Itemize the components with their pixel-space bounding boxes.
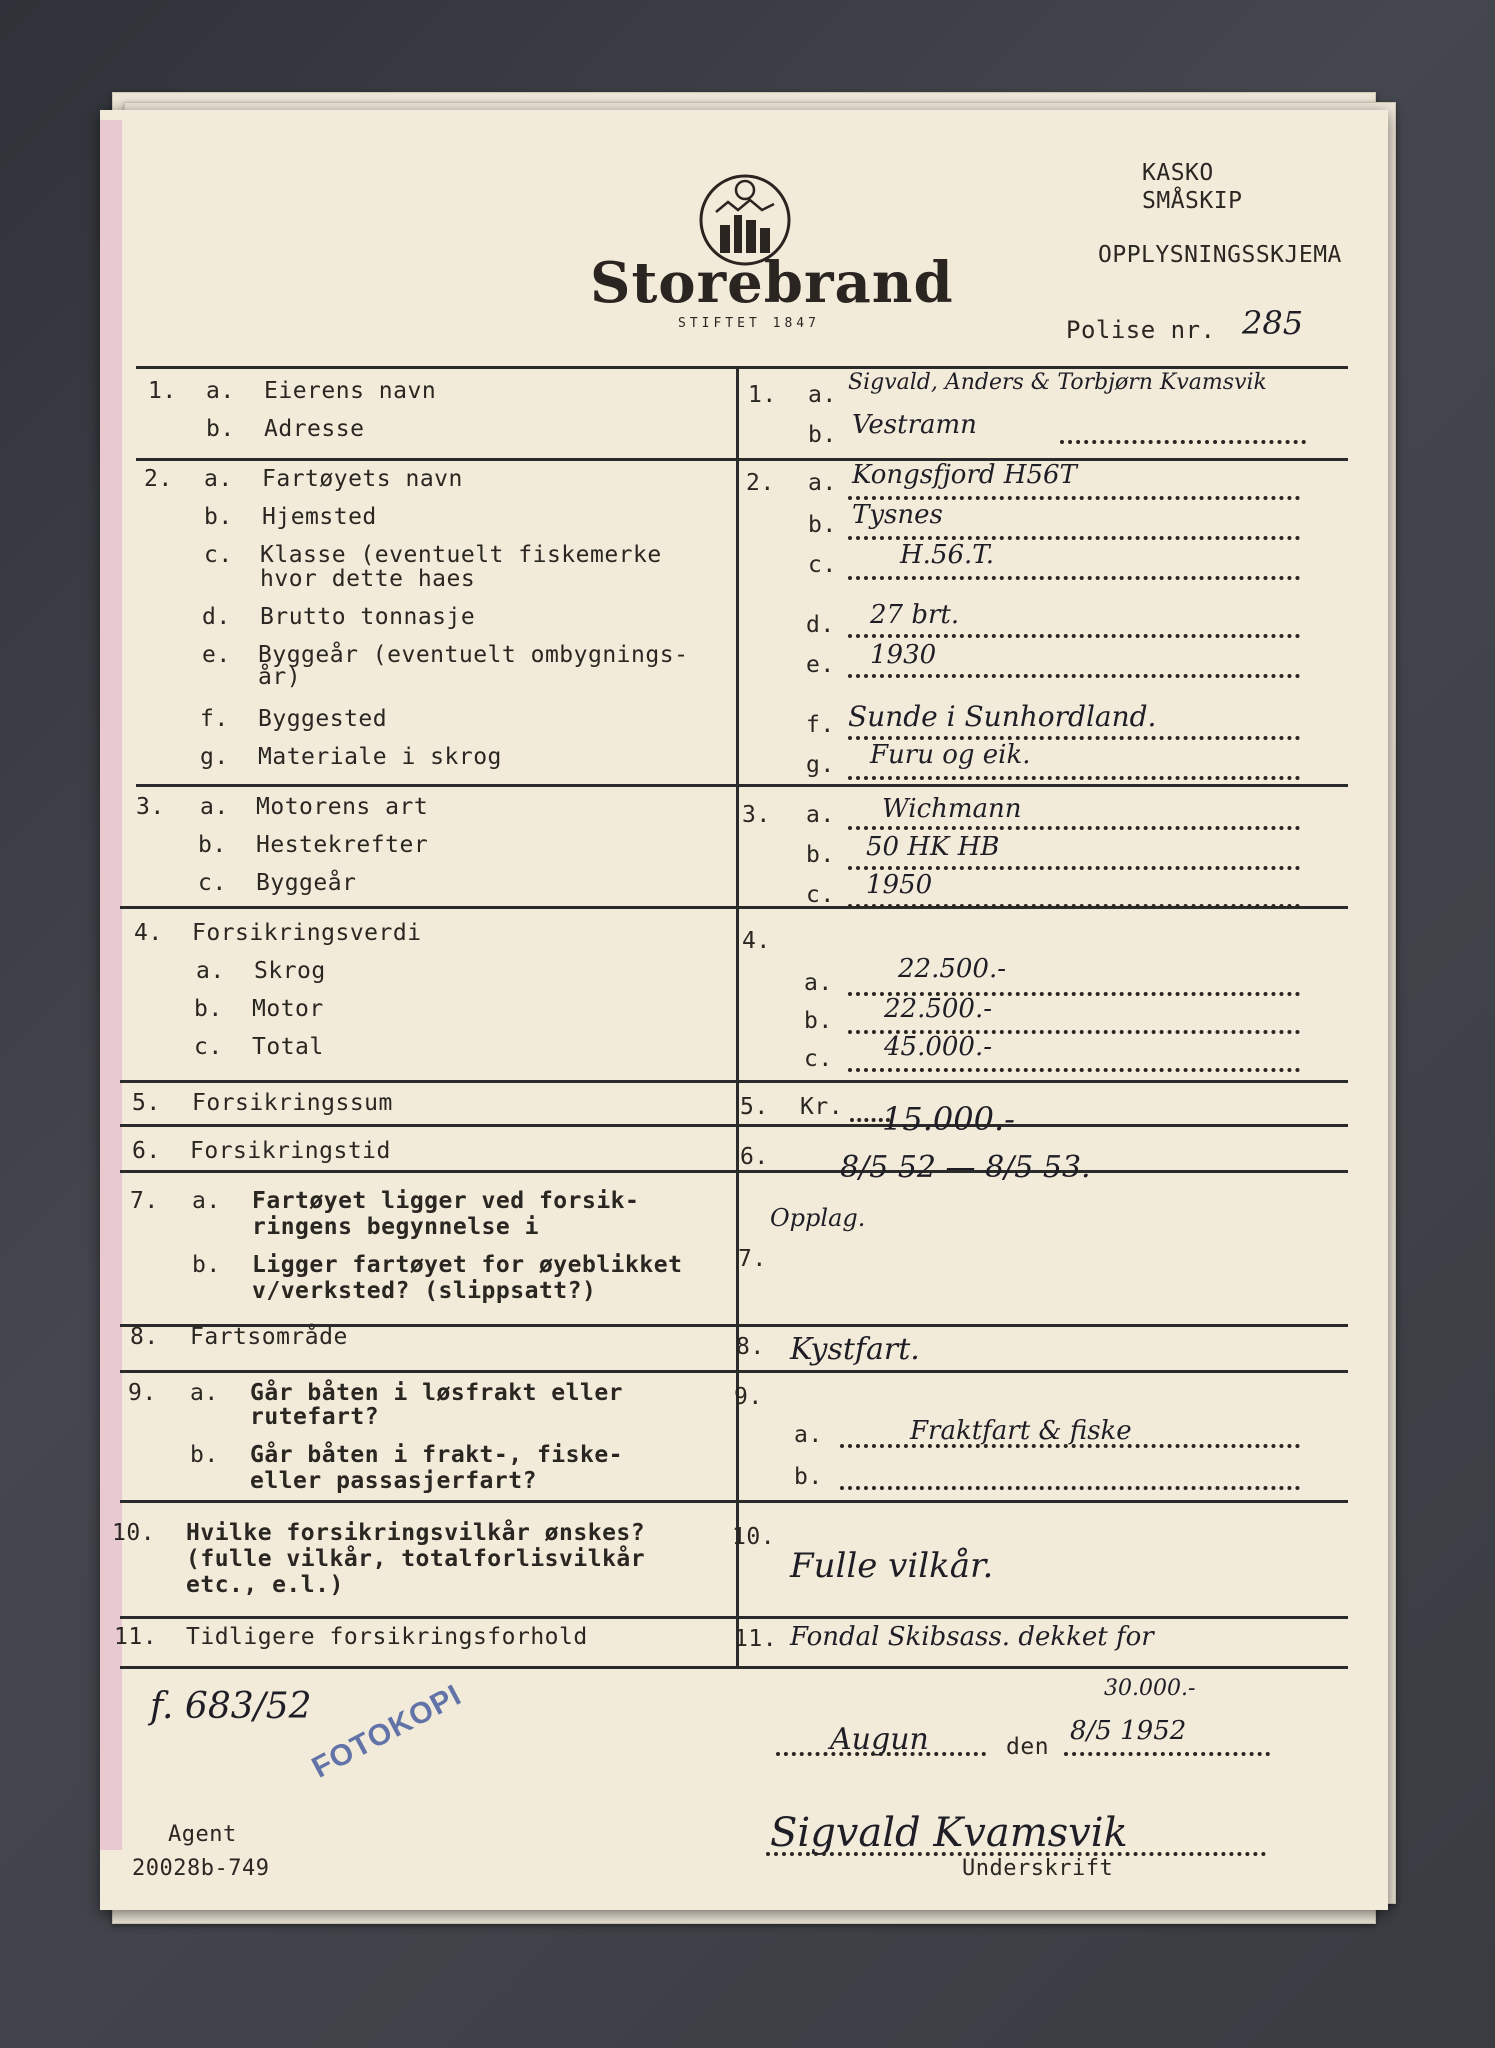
signature-label: Underskrift — [962, 1856, 1114, 1881]
q2-f-label: Byggested — [258, 706, 388, 732]
r9-a-answer: Fraktfart & fiske — [910, 1416, 1132, 1446]
table-top-line — [136, 366, 1348, 369]
table-divider — [736, 368, 739, 1668]
r3-c-letter: c. — [806, 882, 835, 908]
policy-number-label: Polise nr. — [1066, 316, 1216, 344]
q7-b-letter: b. — [192, 1252, 221, 1278]
r4-b-letter: b. — [804, 1008, 833, 1034]
q9-b-label-1: Går båten i frakt-, fiske- — [250, 1442, 624, 1468]
r9-a-letter: a. — [794, 1422, 823, 1448]
q11-title: Tidligere forsikringsforhold — [186, 1624, 588, 1650]
row-line-11 — [120, 1666, 1348, 1669]
q5-title: Forsikringssum — [192, 1090, 393, 1116]
q7-b-label-2: v/verksted? (slippsatt?) — [252, 1278, 597, 1304]
r1-a-answer: Sigvald, Anders & Torbjørn Kvamsvik — [848, 370, 1267, 395]
q1-b-label: Adresse — [264, 416, 365, 442]
q11-number: 11. — [114, 1624, 158, 1650]
q4-c-letter: c. — [194, 1034, 223, 1060]
q2-e-label-1: Byggeår (eventuelt ombygnings- — [258, 642, 689, 668]
q7-a-letter: a. — [192, 1188, 221, 1214]
r2-number: 2. — [746, 470, 775, 496]
q1-a-label: Eierens navn — [264, 378, 437, 404]
r3-c-answer: 1950 — [866, 870, 933, 900]
row-line-4 — [120, 1080, 1348, 1083]
r3-c-dotline — [848, 904, 1300, 908]
q9-b-label-2: eller passasjerfart? — [250, 1468, 537, 1494]
q3-b-label: Hestekrefter — [256, 832, 429, 858]
q2-a-letter: a. — [204, 466, 233, 492]
q2-e-label-2: år) — [258, 664, 302, 690]
agent-label: Agent — [168, 1822, 237, 1847]
reference-note: f. 683/52 — [150, 1686, 312, 1727]
r3-b-letter: b. — [806, 842, 835, 868]
r4-c-letter: c. — [804, 1046, 833, 1072]
r3-a-answer: Wichmann — [882, 794, 1022, 824]
r2-f-answer: Sunde i Sunhordland. — [848, 700, 1157, 733]
r4-a-answer: 22.500.- — [898, 954, 1007, 984]
r4-c-dotline — [848, 1068, 1300, 1072]
fotokopi-stamp: FOTOKOPI — [306, 1678, 468, 1785]
q9-a-label-2: rutefart? — [250, 1404, 380, 1430]
r9-number: 9. — [734, 1384, 763, 1410]
r3-a-letter: a. — [806, 802, 835, 828]
q7-b-label-1: Ligger fartøyet for øyeblikket — [252, 1252, 683, 1278]
q10-label-1: Hvilke forsikringsvilkår ønskes? — [186, 1520, 646, 1546]
row-line-1 — [136, 458, 1348, 461]
r4-b-answer: 22.500.- — [884, 994, 993, 1024]
den-label: den — [1006, 1734, 1050, 1760]
r1-b-dotline — [1060, 440, 1306, 444]
form-code: 20028b-749 — [132, 1856, 270, 1881]
q8-number: 8. — [130, 1324, 159, 1350]
r5-answer: 15.000.- — [882, 1100, 1015, 1138]
r5-dotline — [850, 1118, 890, 1122]
q4-c-label: Total — [252, 1034, 324, 1060]
row-line-2 — [136, 784, 1348, 787]
r2-c-letter: c. — [808, 552, 837, 578]
r1-a-letter: a. — [808, 382, 837, 408]
q2-number: 2. — [144, 466, 173, 492]
q1-b-letter: b. — [206, 416, 235, 442]
q2-c-letter: c. — [204, 542, 233, 568]
q2-d-label: Brutto tonnasje — [260, 604, 476, 630]
date-answer: 8/5 1952 — [1070, 1716, 1187, 1746]
q4-a-letter: a. — [196, 958, 225, 984]
r4-a-letter: a. — [804, 970, 833, 996]
q2-g-letter: g. — [200, 744, 229, 770]
q2-f-letter: f. — [200, 706, 229, 732]
r2-d-answer: 27 brt. — [870, 600, 960, 630]
r2-e-letter: e. — [806, 652, 835, 678]
q2-a-label: Fartøyets navn — [262, 466, 463, 492]
q2-c-label-2: hvor dette haes — [260, 566, 476, 592]
row-line-10 — [120, 1616, 1348, 1619]
r2-g-dotline — [848, 776, 1300, 780]
company-logo-text: Storebrand — [590, 250, 954, 316]
q4-title: Forsikringsverdi — [192, 920, 422, 946]
q3-number: 3. — [136, 794, 165, 820]
r7-answer: Opplag. — [770, 1204, 866, 1232]
r9-b-dotline — [840, 1486, 1300, 1490]
q2-c-label-1: Klasse (eventuelt fiskemerke — [260, 542, 662, 568]
r2-c-answer: H.56.T. — [900, 540, 995, 570]
q7-number: 7. — [130, 1188, 159, 1214]
q1-number: 1. — [148, 378, 177, 404]
r11-number: 11. — [734, 1626, 778, 1652]
pink-edge-strip — [100, 120, 122, 1850]
kasko-label: KASKO — [1142, 160, 1214, 186]
r8-number: 8. — [736, 1334, 765, 1360]
place-answer: Augun — [830, 1722, 929, 1757]
q9-b-letter: b. — [190, 1442, 219, 1468]
r7-number: 7. — [738, 1246, 767, 1272]
r1-b-answer: Vestramn — [852, 410, 977, 440]
r2-c-dotline — [848, 576, 1300, 580]
q6-title: Forsikringstid — [190, 1138, 391, 1164]
r6-number: 6. — [740, 1144, 769, 1170]
r2-e-answer: 1930 — [870, 640, 937, 670]
row-line-9 — [120, 1500, 1348, 1503]
date-dotline — [1064, 1752, 1270, 1756]
r3-a-dotline — [848, 826, 1300, 830]
q9-a-letter: a. — [190, 1380, 219, 1406]
smaskip-label: SMÅSKIP — [1142, 188, 1243, 214]
q3-a-label: Motorens art — [256, 794, 429, 820]
q3-b-letter: b. — [198, 832, 227, 858]
q2-d-letter: d. — [202, 604, 231, 630]
q4-a-label: Skrog — [254, 958, 326, 984]
q3-c-label: Byggeår — [256, 870, 357, 896]
q2-b-letter: b. — [204, 504, 233, 530]
q10-label-3: etc., e.l.) — [186, 1572, 344, 1598]
r1-number: 1. — [748, 382, 777, 408]
r6-answer: 8/5 52 — 8/5 53. — [840, 1150, 1091, 1185]
r2-g-answer: Furu og eik. — [870, 740, 1031, 770]
r11-amount: 30.000.- — [1104, 1676, 1196, 1701]
r8-answer: Kystfart. — [790, 1332, 920, 1367]
q10-number: 10. — [112, 1520, 156, 1546]
q3-c-letter: c. — [198, 870, 227, 896]
r2-b-answer: Tysnes — [852, 500, 943, 530]
r10-number: 10. — [732, 1524, 776, 1550]
form-title: OPPLYSNINGSSKJEMA — [1098, 242, 1342, 268]
q7-a-label-2: ringens begynnelse i — [252, 1214, 539, 1240]
r5-number: 5. — [740, 1094, 769, 1120]
r2-g-letter: g. — [806, 752, 835, 778]
q9-number: 9. — [128, 1380, 157, 1406]
row-line-5 — [120, 1124, 1348, 1127]
q2-g-label: Materiale i skrog — [258, 744, 502, 770]
r3-number: 3. — [742, 802, 771, 828]
q10-label-2: (fulle vilkår, totalforlisvilkår — [186, 1546, 646, 1572]
q2-b-label: Hjemsted — [262, 504, 377, 530]
r10-answer: Fulle vilkår. — [790, 1546, 994, 1586]
row-line-6 — [120, 1170, 1348, 1173]
q8-title: Fartsområde — [190, 1324, 348, 1350]
row-line-8 — [120, 1370, 1348, 1373]
r2-e-dotline — [848, 674, 1300, 678]
r2-a-letter: a. — [808, 470, 837, 496]
place-dotline — [776, 1752, 986, 1756]
q1-a-letter: a. — [206, 378, 235, 404]
r2-b-letter: b. — [808, 512, 837, 538]
r5-kr-label: Kr. — [800, 1094, 844, 1120]
q5-number: 5. — [132, 1090, 161, 1116]
founded-text: STIFTET 1847 — [678, 316, 820, 331]
policy-number-value: 285 — [1242, 304, 1304, 342]
q4-b-label: Motor — [252, 996, 324, 1022]
q7-a-label-1: Fartøyet ligger ved forsik- — [252, 1188, 640, 1214]
q4-number: 4. — [134, 920, 163, 946]
r2-f-letter: f. — [806, 712, 835, 738]
r9-b-letter: b. — [794, 1464, 823, 1490]
q9-a-label-1: Går båten i løsfrakt eller — [250, 1380, 624, 1406]
r2-d-dotline — [848, 634, 1300, 638]
r1-b-letter: b. — [808, 422, 837, 448]
q6-number: 6. — [132, 1138, 161, 1164]
r3-b-answer: 50 HK HB — [866, 832, 1000, 862]
signature: Sigvald Kvamsvik — [770, 1810, 1128, 1856]
r11-answer: Fondal Skibsass. dekket for — [790, 1622, 1154, 1652]
r4-c-answer: 45.000.- — [884, 1032, 993, 1062]
q3-a-letter: a. — [200, 794, 229, 820]
q4-b-letter: b. — [194, 996, 223, 1022]
r2-a-answer: Kongsfjord H56T — [852, 460, 1077, 490]
r2-d-letter: d. — [806, 612, 835, 638]
r4-number: 4. — [742, 928, 771, 954]
r9-a-dotline — [840, 1444, 1300, 1448]
q2-e-letter: e. — [202, 642, 231, 668]
